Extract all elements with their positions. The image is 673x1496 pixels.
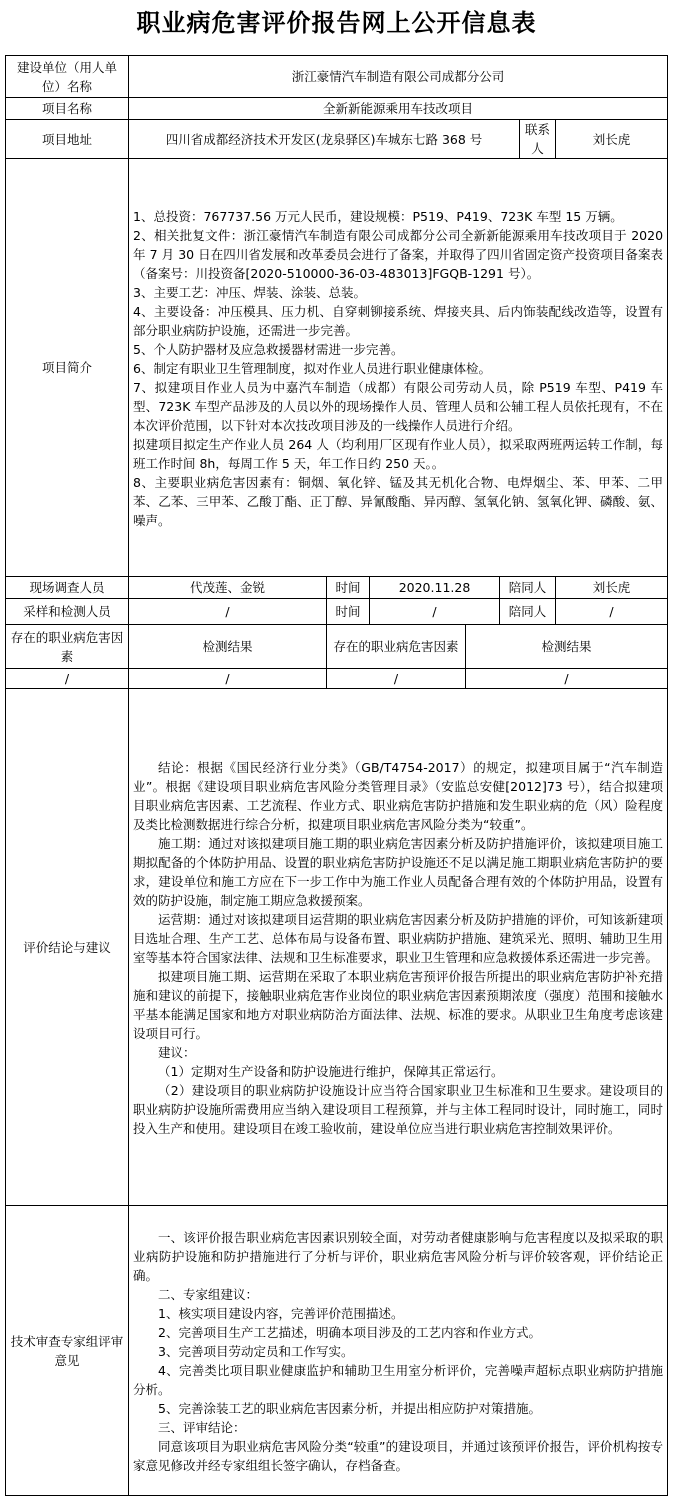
conclusion-paragraph: 拟建项目施工期、运营期在采取了本职业病危害预评价报告所提出的职业病危害防护补充措施和建议的前提下，接触职业病危害作业岗位的职业病危害因素预期浓度（强度）范围和接触水平基本能满足国家和地方对职业病防治方面法律、法规、标准的要求。从职业卫生角度考虑该建设项目可行。 xyxy=(133,969,664,1041)
label-sampling-time: 时间 xyxy=(327,599,370,625)
header-hazard-2: 存在的职业病危害因素 xyxy=(327,625,466,669)
expert-paragraph: 一、该评价报告职业病危害因素识别较全面，对劳动者健康影响与危害程度以及拟采取的职业病防护设施和防护措施进行了分析与评价，职业病危害风险分析与评价较客观，评价结论正确。 xyxy=(133,1230,664,1283)
row-project-name xyxy=(6,98,668,120)
conclusion-paragraph: 建议： xyxy=(158,1045,196,1060)
intro-paragraph: 6、制定有职业卫生管理制度，拟对作业人员进行职业健康体检。 xyxy=(133,361,491,376)
label-contact: 联系人 xyxy=(520,120,556,159)
row-survey xyxy=(6,577,668,599)
label-sampling: 采样和检测人员 xyxy=(6,599,129,625)
expert-paragraph: 二、专家组建议： xyxy=(158,1287,259,1302)
row-sampling xyxy=(6,599,668,625)
label-sampling-accompany: 陪同人 xyxy=(500,599,556,625)
row-address xyxy=(6,120,668,159)
label-unit: 建设单位（用人单位）名称 xyxy=(6,56,129,98)
label-survey: 现场调查人员 xyxy=(6,577,129,599)
value-survey-people: 代茂莲、金锐 xyxy=(129,577,327,599)
row-hazard-header xyxy=(6,625,668,669)
value-survey-accompany: 刘长虎 xyxy=(556,577,668,599)
expert-paragraph: 2、完善项目生产工艺描述，明确本项目涉及的工艺内容和作业方式。 xyxy=(158,1325,541,1340)
page-title: 职业病危害评价报告网上公开信息表 xyxy=(136,9,537,37)
value-sampling-accompany: / xyxy=(556,599,668,625)
info-table xyxy=(5,55,668,1496)
label-conclusion: 评价结论与建议 xyxy=(6,689,129,1206)
intro-paragraph: 4、主要设备：冲压模具、压力机、自穿刺铆接系统、焊接夹具、后内饰装配线改造等，设置有部分职业病防护设施，还需进一步完善。 xyxy=(133,304,664,338)
intro-paragraph: 1、总投资：767737.56 万元人民币，建设规模：P519、P419、723K 车型 15 万辆。 xyxy=(133,209,623,224)
intro-paragraph: 2、相关批复文件：浙江豪情汽车制造有限公司成都分公司全新新能源乘用车技改项目于 2020 年 7 月 30 日在四川省发展和改革委员会进行了备案，并取得了四川省固定资产投资项目备案表（备案号：川投资备[2020-510000-36-03-483013]FGQB-1291 号）。 xyxy=(133,228,664,281)
intro-paragraph: 5、个人防护器材及应急救援器材需进一步完善。 xyxy=(133,342,404,357)
expert-content xyxy=(129,1206,668,1496)
row-unit xyxy=(6,56,668,98)
conclusion-paragraph: 运营期：通过对该拟建项目运营期的职业病危害因素分析及防护措施的评价，可知该新建项目选址合理、生产工艺、总体布局与设备布置、职业病防护措施、建筑采光、照明、辅助卫生用室等基本符合国家法律、法规和卫生标准要求，职业卫生管理和应急救援体系还需进一步完善。 xyxy=(133,912,664,965)
intro-paragraph: 8、主要职业病危害因素有：铜烟、氧化锌、锰及其无机化合物、电焊烟尘、苯、甲苯、二甲苯、乙苯、三甲苯、乙酸丁酯、正丁醇、异氰酸酯、异丙醇、氢氧化钠、氢氧化钾、磷酸、氨、噪声。 xyxy=(133,475,664,528)
expert-paragraph: 同意该项目为职业病危害风险分类“较重”的建设项目，并通过该预评价报告，评价机构按专家意见修改并经专家组组长签字确认，存档备查。 xyxy=(133,1439,664,1473)
value-unit: 浙江豪情汽车制造有限公司成都分公司 xyxy=(129,56,668,98)
conclusion-paragraph: （1）定期对生产设备和防护设施进行维护，保障其正常运行。 xyxy=(158,1064,504,1079)
expert-paragraph: 1、核实项目建设内容，完善评价范围描述。 xyxy=(158,1306,404,1321)
value-result-2: / xyxy=(466,669,668,689)
row-conclusion xyxy=(6,689,668,1206)
header-result-1: 检测结果 xyxy=(129,625,327,669)
row-expert xyxy=(6,1206,668,1496)
label-address: 项目地址 xyxy=(6,120,129,159)
expert-paragraph: 4、完善类比项目职业健康监护和辅助卫生用室分析评价，完善噪声超标点职业病防护措施分析。 xyxy=(133,1363,664,1397)
conclusion-paragraph: （2）建设项目的职业病防护设施设计应当符合国家职业卫生标准和卫生要求。建设项目的职业病防护设施所需费用应当纳入建设项目工程预算，并与主体工程同时设计，同时施工，同时投入生产和使用。建设项目在竣工验收前，建设单位应当进行职业病危害控制效果评价。 xyxy=(133,1083,664,1136)
conclusion-paragraph: 施工期：通过对该拟建项目施工期的职业病危害因素分析及防护措施评价，该拟建项目施工期拟配备的个体防护用品、设置的职业病危害防护设施还不足以满足施工期职业病危害防护的要求，建设单位和施工方应在下一步工作中为施工作业人员配备合理有效的个体防护用品，设置有效的防护设施，制定施工期应急救援预案。 xyxy=(133,836,664,908)
header-hazard-1: 存在的职业病危害因素 xyxy=(6,625,129,669)
label-survey-accompany: 陪同人 xyxy=(500,577,556,599)
expert-paragraph: 三、评审结论： xyxy=(158,1420,246,1435)
intro-paragraph: 3、主要工艺：冲压、焊装、涂装、总装。 xyxy=(133,285,366,300)
expert-paragraph: 5、完善涂装工艺的职业病危害因素分析，并提出相应防护对策措施。 xyxy=(158,1401,541,1416)
label-intro: 项目简介 xyxy=(6,159,129,577)
label-survey-time: 时间 xyxy=(327,577,370,599)
header-result-2: 检测结果 xyxy=(466,625,668,669)
label-expert: 技术审查专家组评审意见 xyxy=(6,1206,129,1496)
value-sampling-time: / xyxy=(370,599,500,625)
label-project-name: 项目名称 xyxy=(6,98,129,120)
intro-paragraph: 拟建项目拟定生产作业人员 264 人（均利用厂区现有作业人员），拟采取两班两运转工作制，每班工作时间 8h，每周工作 5 天，年工作日约 250 天。。 xyxy=(133,437,664,471)
value-result-1: / xyxy=(129,669,327,689)
value-project-name: 全新新能源乘用车技改项目 xyxy=(129,98,668,120)
value-survey-time: 2020.11.28 xyxy=(370,577,500,599)
intro-content xyxy=(129,159,668,577)
value-hazard-2: / xyxy=(327,669,466,689)
value-hazard-1: / xyxy=(6,669,129,689)
value-address: 四川省成都经济技术开发区(龙泉驿区)车城东七路 368 号 xyxy=(129,120,520,159)
row-hazard-values xyxy=(6,669,668,689)
conclusion-content xyxy=(129,689,668,1206)
conclusion-paragraph: 结论：根据《国民经济行业分类》（GB/T4754-2017）的规定，拟建项目属于“汽车制造业”。根据《建设项目职业病危害风险分类管理目录》（安监总安健[2012]73 号），结合拟建项目职业病危害因素、工艺流程、作业方式、职业病危害防护措施和发生职业病的危（风）险程度及类比检测数据进行综合分析，拟建项目职业病危害风险分类为“较重”。 xyxy=(133,760,664,832)
intro-paragraph: 7、拟建项目作业人员为中嘉汽车制造（成都）有限公司劳动人员，除 P519 车型、P419 车型、723K 车型产品涉及的人员以外的现场操作人员、管理人员和公辅工程人员依托现有，不在本次评价范围，以下针对本次技改项目涉及的一线操作人员进行介绍。 xyxy=(133,380,664,433)
value-contact: 刘长虎 xyxy=(556,120,668,159)
expert-paragraph: 3、完善项目劳动定员和工作写实。 xyxy=(158,1344,354,1359)
value-sampling-people: / xyxy=(129,599,327,625)
row-intro xyxy=(6,159,668,577)
